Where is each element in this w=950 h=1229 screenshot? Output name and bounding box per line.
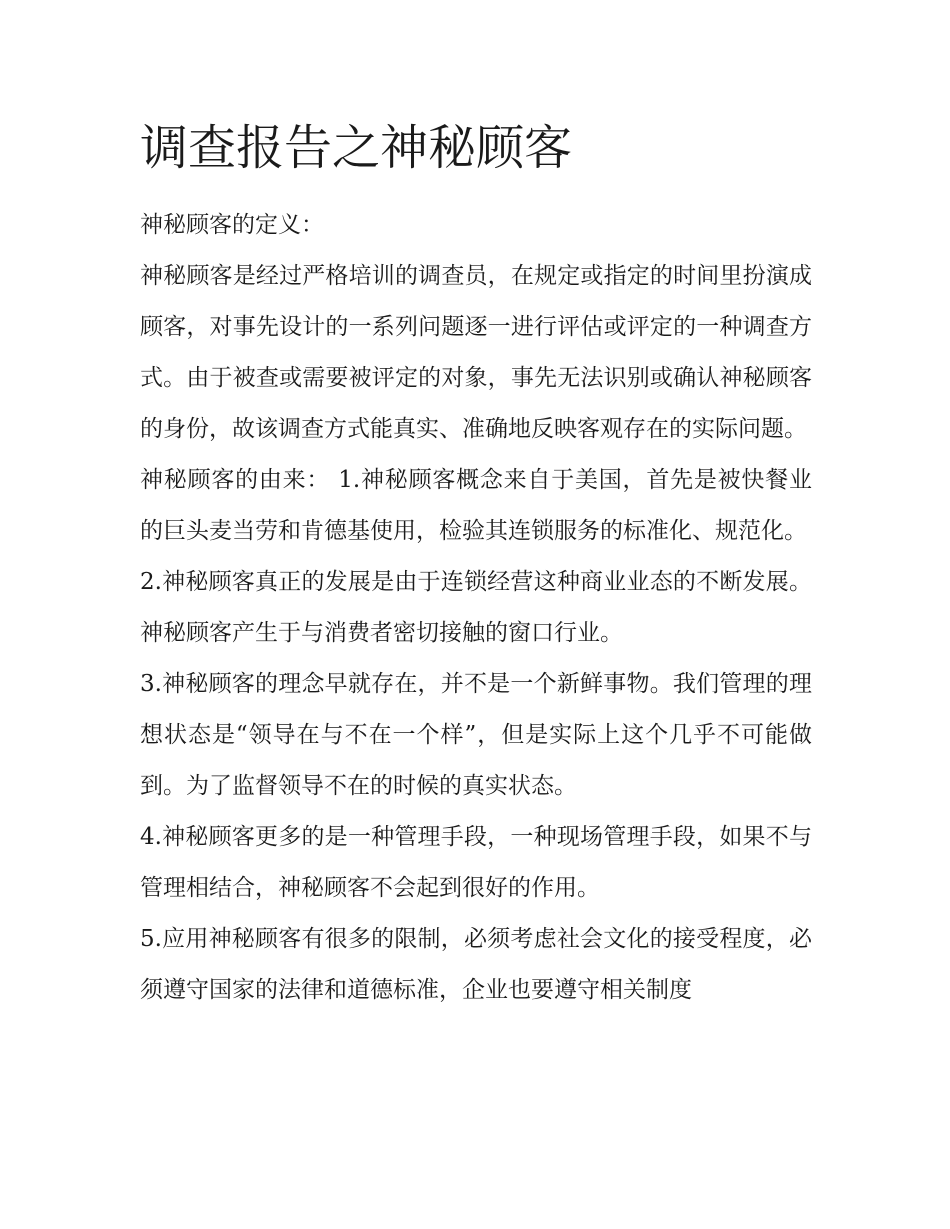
- paragraph-origin-4: 4.神秘顾客更多的是一种管理手段，一种现场管理手段，如果不与管理相结合，神秘顾客不会起到很好的作用。: [140, 824, 812, 901]
- paragraph-origin-5: 5.应用神秘顾客有很多的限制，必须考虑社会文化的接受程度，必须遵守国家的法律和道德标准，企业也要遵守相关制度: [140, 926, 812, 1003]
- document-title: 调查报告之神秘顾客: [140, 120, 573, 176]
- document-body: [140, 112, 812, 1016]
- paragraph-definition-heading: 神秘顾客的定义：: [140, 212, 324, 238]
- paragraph-definition: 神秘顾客是经过严格培训的调查员，在规定或指定的时间里扮演成顾客，对事先设计的一系列问题逐一进行评估或评定的一种调查方式。由于被查或需要被评定的对象，事先无法识别或确认神秘顾客的身份，故该调查方式能真实、准确地反映客观存在的实际问题。: [140, 263, 812, 442]
- paragraph-origin-3: 3.神秘顾客的理念早就存在，并不是一个新鲜事物。我们管理的理想状态是“领导在与不在一个样”，但是实际上这个几乎不可能做到。为了监督领导不在的时候的真实状态。: [140, 671, 812, 799]
- paragraph-origin-1: 神秘顾客的由来： 1.神秘顾客概念来自于美国，首先是被快餐业的巨头麦当劳和肯德基使用，检验其连锁服务的标准化、规范化。: [140, 467, 812, 544]
- paragraph-origin-2: 2.神秘顾客真正的发展是由于连锁经营这种商业业态的不断发展。神秘顾客产生于与消费者密切接触的窗口行业。: [140, 569, 812, 646]
